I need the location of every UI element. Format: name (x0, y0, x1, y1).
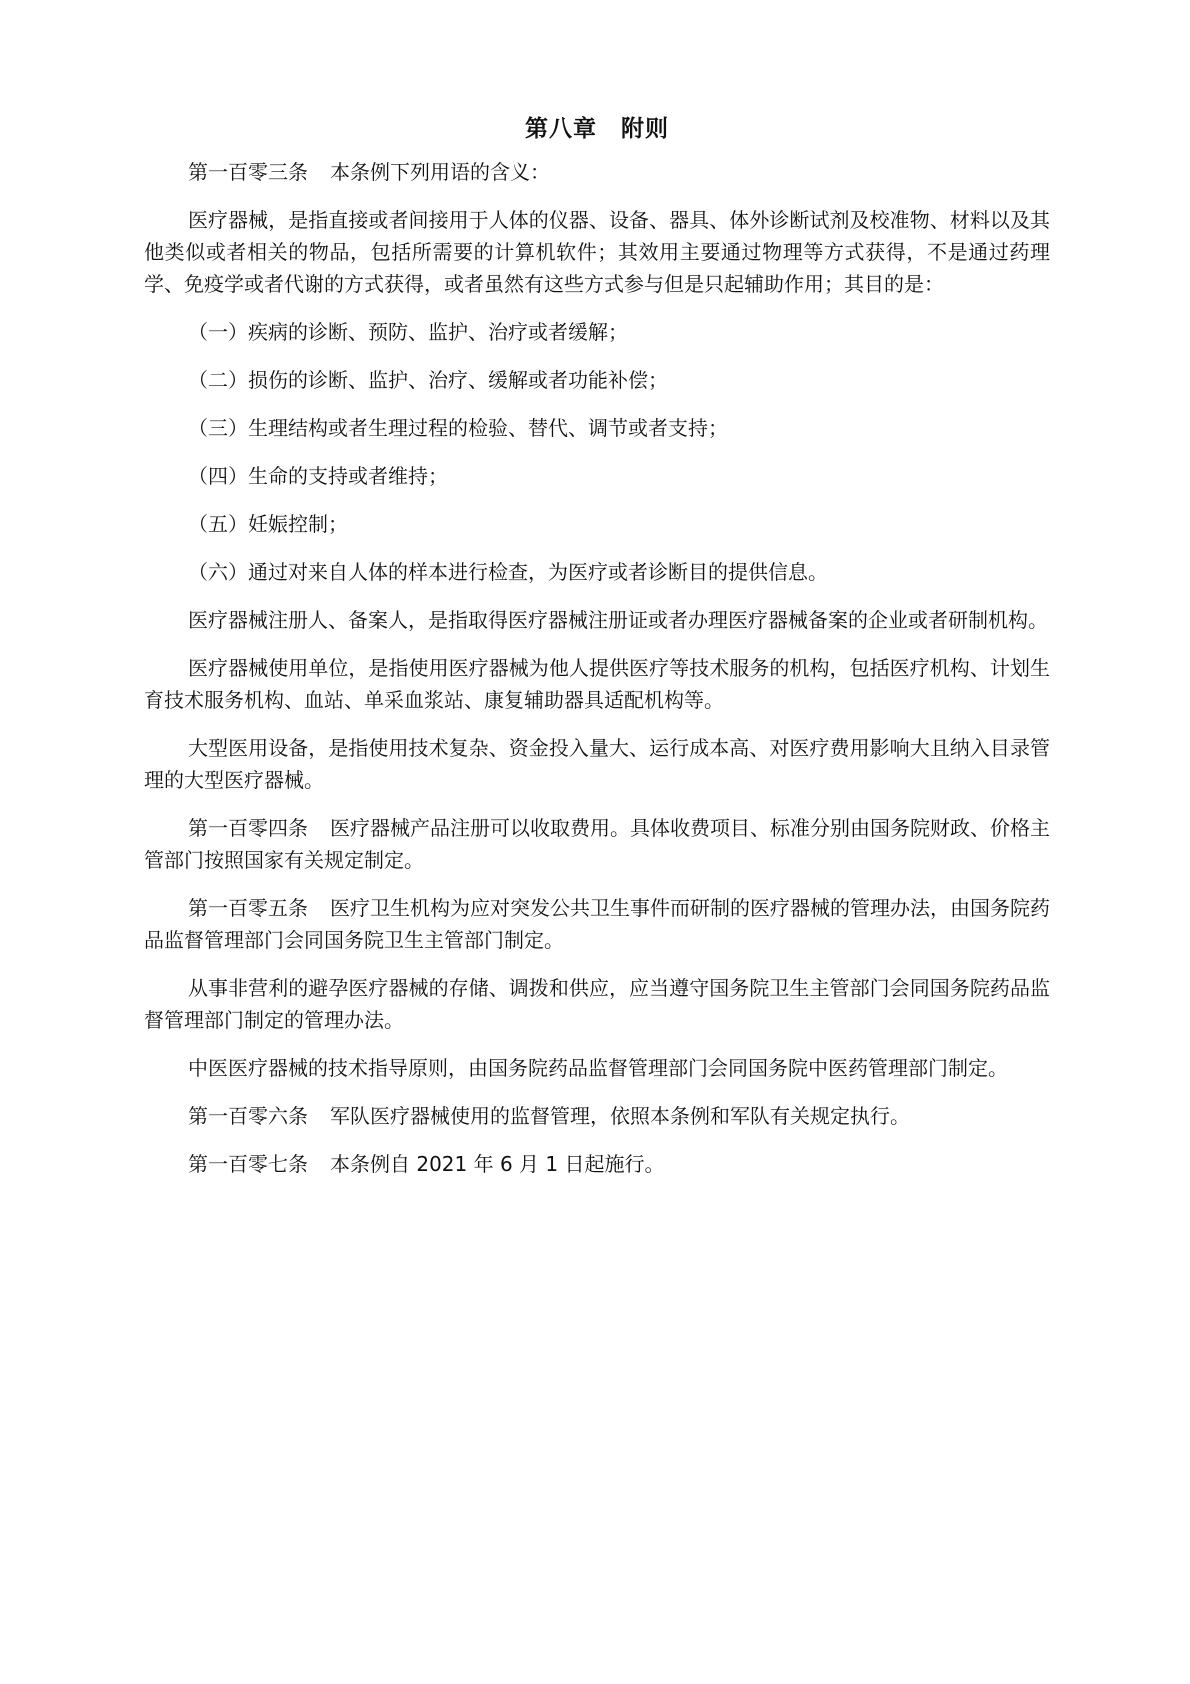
purpose-item-3: （三）生理结构或者生理过程的检验、替代、调节或者支持； (188, 416, 728, 440)
definition-medical-device: 医疗器械，是指直接或者间接用于人体的仪器、设备、器具、体外诊断试剂及校准物、材料以及其他类似或者相关的物品，包括所需要的计算机软件；其效用主要通过物理等方式获得，不是通过药理学、免疫学或者代谢的方式获得，或者虽然有这些方式参与但是只起辅助作用；其目的是： (144, 208, 1050, 296)
article-104 (144, 812, 1050, 876)
article-107-number: 第一百零七条 (188, 1152, 308, 1176)
definition-user-unit: 医疗器械使用单位，是指使用医疗器械为他人提供医疗等技术服务的机构，包括医疗机构、计划生育技术服务机构、血站、单采血浆站、康复辅助器具适配机构等。 (144, 656, 1050, 712)
purpose-item-4: （四）生命的支持或者维持； (188, 464, 448, 488)
article-106-text: 军队医疗器械使用的监督管理，依照本条例和军队有关规定执行。 (330, 1104, 910, 1128)
definition-large-equipment: 大型医用设备，是指使用技术复杂、资金投入量大、运行成本高、对医疗费用影响大且纳入目录管理的大型医疗器械。 (144, 736, 1050, 792)
article-104-text: 医疗器械产品注册可以收取费用。具体收费项目、标准分别由国务院财政、价格主管部门按照国家有关规定制定。 (144, 816, 1050, 872)
article-103 (144, 156, 1050, 188)
article-105-number: 第一百零五条 (188, 896, 308, 920)
chapter-title (144, 112, 1050, 146)
purpose-item-6: （六）通过对来自人体的样本进行检查，为医疗或者诊断目的提供信息。 (188, 560, 828, 584)
contraceptive-device-paragraph: 从事非营利的避孕医疗器械的存储、调拨和供应，应当遵守国务院卫生主管部门会同国务院药品监督管理部门制定的管理办法。 (144, 976, 1050, 1032)
purpose-item-1: （一）疾病的诊断、预防、监护、治疗或者缓解； (188, 320, 628, 344)
tcm-device-paragraph: 中医医疗器械的技术指导原则，由国务院药品监督管理部门会同国务院中医药管理部门制定。 (188, 1056, 1008, 1080)
article-106-number: 第一百零六条 (188, 1104, 308, 1128)
article-106 (144, 1100, 1050, 1132)
purpose-item-5: （五）妊娠控制； (188, 512, 348, 536)
purpose-item-2: （二）损伤的诊断、监护、治疗、缓解或者功能补偿； (188, 368, 668, 392)
article-105 (144, 892, 1050, 956)
article-103-text: 本条例下列用语的含义： (330, 160, 550, 184)
article-107 (144, 1148, 1050, 1180)
chapter-name: 附则 (621, 116, 669, 142)
article-103-number: 第一百零三条 (188, 160, 308, 184)
document-body (144, 112, 1050, 1196)
definition-registrant: 医疗器械注册人、备案人，是指取得医疗器械注册证或者办理医疗器械备案的企业或者研制机构。 (188, 608, 1048, 632)
article-107-text: 本条例自 2021 年 6 月 1 日起施行。 (330, 1152, 665, 1176)
chapter-number: 第八章 (525, 116, 597, 142)
article-104-number: 第一百零四条 (188, 816, 308, 840)
article-105-text: 医疗卫生机构为应对突发公共卫生事件而研制的医疗器械的管理办法，由国务院药品监督管理部门会同国务院卫生主管部门制定。 (144, 896, 1050, 952)
